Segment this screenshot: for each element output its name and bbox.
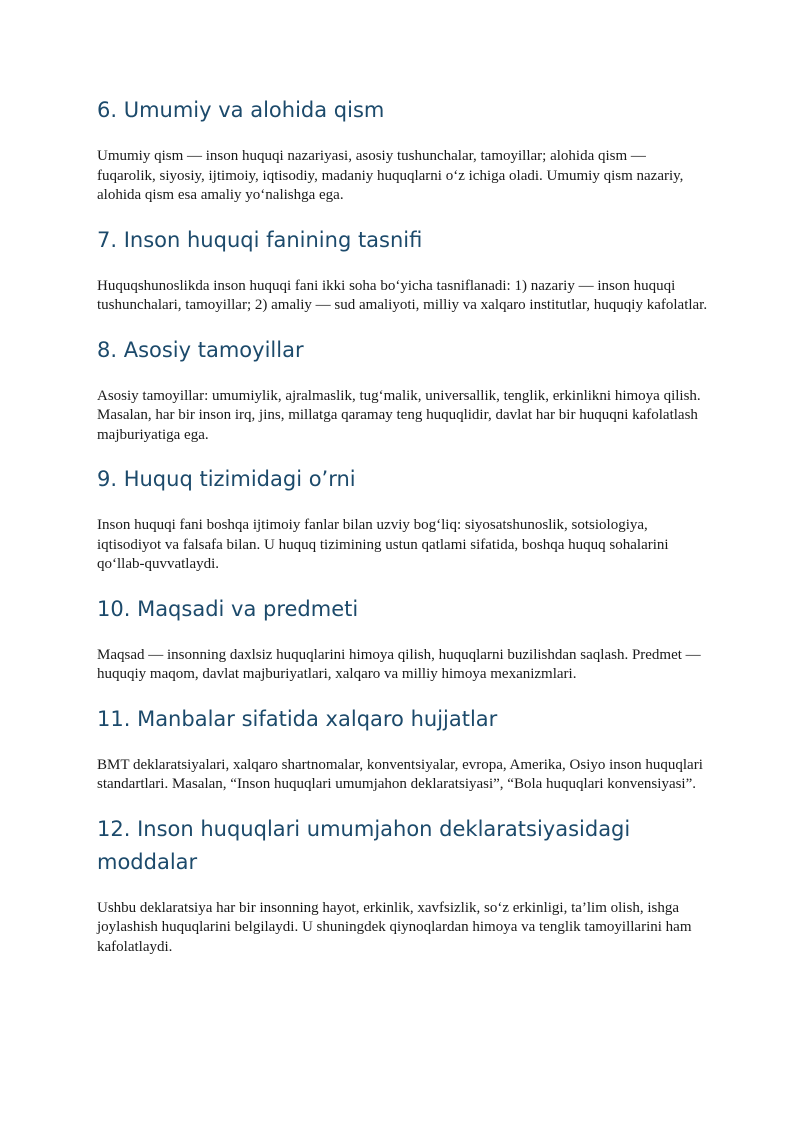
section-11 [97,703,708,795]
section-7 [97,224,708,316]
section-heading: 8. Asosiy tamoyillar [97,337,304,362]
section-8 [97,334,708,446]
section-paragraph: Huquqshunoslikda inson huquqi fani ikki soha bo‘yicha tasniflanadi: 1) nazariy — inson huquqi tushunchalari, tamoyillar; 2) amaliy — sud amaliyoti, milliy va xalqaro institutlar, huquqiy kafolatlar. [97,277,708,313]
section-heading: 10. Maqsadi va predmeti [97,596,359,621]
section-heading: 9. Huquq tizimidagi o’rni [97,467,356,491]
section-heading: 7. Inson huquqi fanining tasnifi [97,227,423,252]
section-heading: 6. Umumiy va alohida qism [97,98,385,122]
section-10 [97,593,708,685]
section-paragraph: Ushbu deklaratsiya har bir insonning hayot, erkinlik, xavfsizlik, so‘z erkinligi, ta’lim olish, ishga joylashish huquqlarini belgilaydi. U shuningdek qiynoqlardan himoya va tenglik tamoyillarini ham kafolatlaydi. [97,899,692,955]
section-paragraph: Inson huquqi fani boshqa ijtimoiy fanlar bilan uzviy bog‘liq: siyosatshunoslik, sotsiologiya, iqtisodiyot va falsafa bilan. U huquq tizimining ustun qatlami sifatida, boshqa huquq sohalarini qo‘llab-quvvatlaydi. [97,517,669,572]
section-6 [97,94,708,206]
section-paragraph: Asosiy tamoyillar: umumiylik, ajralmaslik, tug‘malik, universallik, tenglik, erkinlikni himoya qilish. Masalan, har bir inson irq, jins, millatga qaramay teng huquqlidir, davlat har bir huquqni kafolatlash majburiyatiga ega. [97,387,701,443]
section-heading: 12. Inson huquqlari umumjahon deklaratsiyasidagi moddalar [97,816,631,874]
section-12 [97,813,708,958]
section-paragraph: Umumiy qism — inson huquqi nazariyasi, asosiy tushunchalar, tamoyillar; alohida qism — fuqarolik, siyosiy, ijtimoiy, iqtisodiy, madaniy huquqlarni o‘z ichiga oladi. Umumiy qism nazariy, alohida qism esa amaliy yo‘nalishga ega. [97,148,684,203]
section-heading: 11. Manbalar sifatida xalqaro hujjatlar [97,706,498,731]
section-9 [97,463,708,575]
section-paragraph: BMT deklaratsiyalari, xalqaro shartnomalar, konventsiyalar, evropa, Amerika, Osiyo inson huquqlari standartlari. Masalan, “Inson huquqlari umumjahon deklaratsiyasi”, “Bola huquqlari konvensiyasi”. [97,756,703,792]
section-paragraph: Maqsad — insonning daxlsiz huquqlarini himoya qilish, huquqlarni buzilishdan saqlash. Predmet — huquqiy maqom, davlat majburiyatlari, xalqaro va milliy himoya mexanizmlari. [97,646,701,682]
